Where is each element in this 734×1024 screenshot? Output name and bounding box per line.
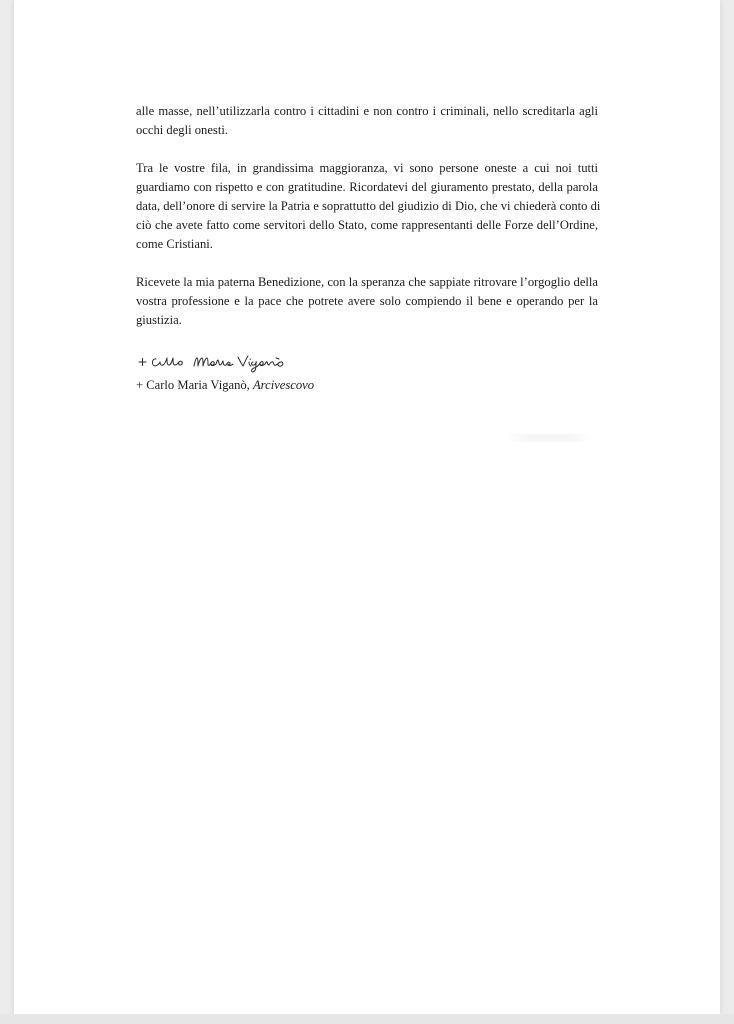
text-line: data, dell’onore di servire la Patria e soprattutto del giudizio di Dio, che vi chiederà conto di [136, 199, 601, 213]
signer-title: Arcivescovo [252, 378, 315, 392]
text-line: guardiamo con rispetto e con gratitudine. Ricordatevi del giuramento prestato, della parola [136, 180, 598, 194]
text-line: ciò che avete fatto come servitori dello Stato, come rappresentanti delle Forze dell’Ordine, [136, 218, 598, 232]
handwritten-signature [136, 349, 316, 375]
paragraph-3 [136, 273, 598, 330]
letter-body [136, 102, 601, 349]
viewer-bottom-margin [0, 1014, 734, 1024]
faint-watermark [506, 434, 592, 442]
text-line: occhi degli onesti. [136, 123, 228, 137]
text-line: giustizia. [136, 313, 182, 327]
viewer-left-margin [0, 0, 14, 1024]
signature-name [136, 376, 314, 395]
text-line: Ricevete la mia paterna Benedizione, con la speranza che sappiate ritrovare l’orgoglio della [136, 275, 598, 289]
paragraph-1 [136, 102, 598, 140]
text-line: alle masse, nell’utilizzarla contro i cittadini e non contro i criminali, nello screditarla agli [136, 104, 598, 118]
signer-name: + Carlo Maria Viganò, [136, 378, 253, 392]
text-line: Tra le vostre fila, in grandissima maggioranza, vi sono persone oneste a cui noi tutti [136, 161, 598, 175]
text-line: vostra professione e la pace che potrete avere solo compiendo il bene e operando per la [136, 294, 598, 308]
viewer-right-margin [720, 0, 734, 1024]
text-line: come Cristiani. [136, 237, 213, 251]
paragraph-2 [136, 159, 601, 254]
